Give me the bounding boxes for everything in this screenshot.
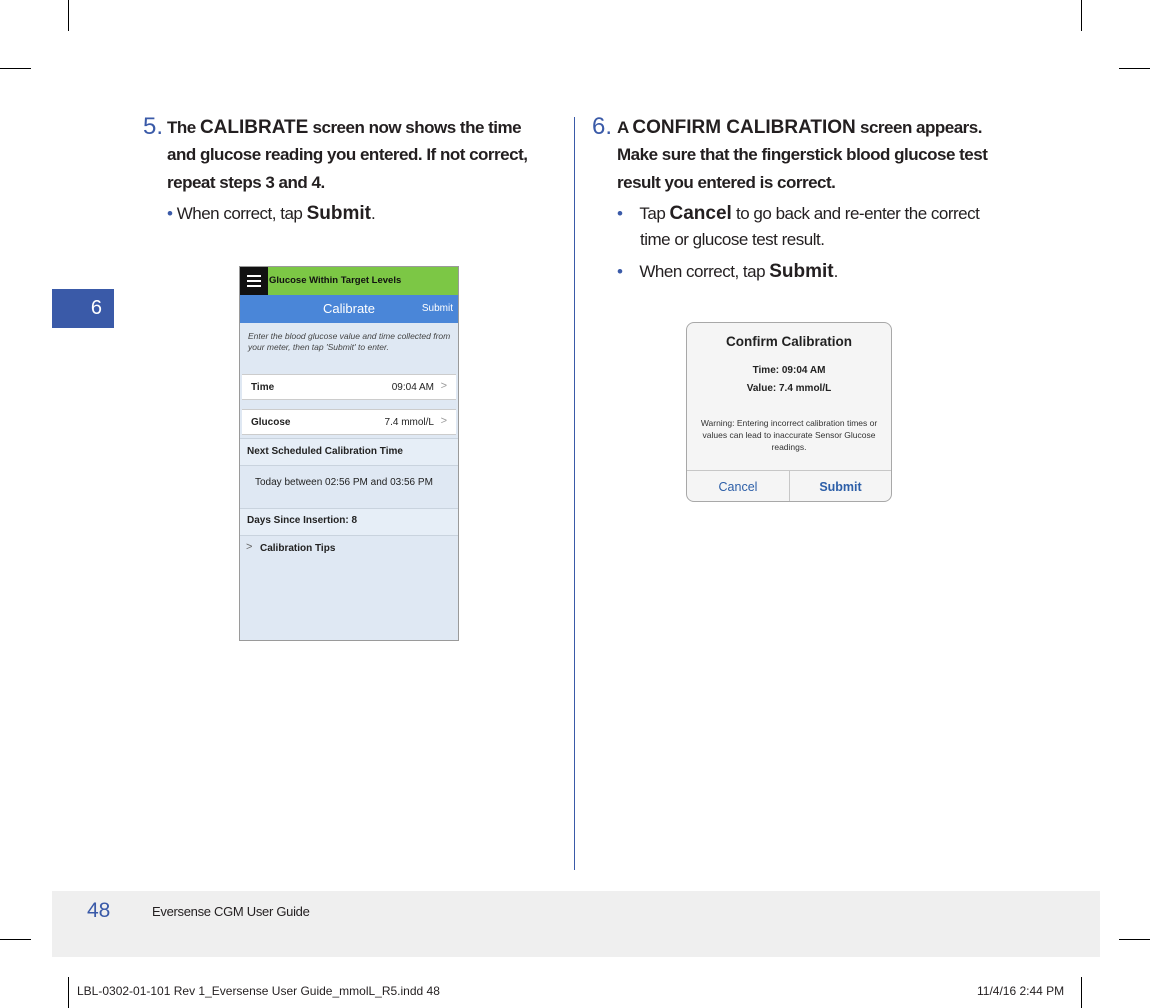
crop-mark — [68, 0, 69, 31]
dialog-warning: Warning: Entering incorrect calibration times or values can lead to inaccurate Sensor Glucose readings. — [700, 418, 878, 452]
submit-button: Submit — [819, 480, 862, 494]
column-divider — [574, 117, 575, 870]
text: . — [833, 262, 838, 281]
step-text-line — [617, 117, 982, 139]
chapter-tab: 6 — [52, 289, 114, 328]
crop-mark — [0, 68, 31, 69]
bullet-icon: • — [617, 262, 623, 281]
chevron-right-icon: > — [440, 380, 447, 392]
bullet-item-continued: time or glucose test result. — [640, 230, 825, 249]
glucose-label: Glucose — [251, 417, 291, 428]
crop-mark — [68, 977, 69, 1008]
dialog-title: Confirm Calibration — [725, 334, 852, 349]
next-calibration-text: Today between 02:56 PM and 03:56 PM — [255, 477, 433, 488]
glucose-value: 7.4 mmol/L — [384, 417, 434, 428]
bullet-item — [167, 203, 375, 225]
calibration-tips: Calibration Tips — [260, 543, 336, 554]
text: A — [617, 118, 633, 137]
cancel-button: Cancel — [718, 480, 758, 494]
step-text-line: result you entered is correct. — [617, 173, 836, 192]
chevron-right-icon: > — [440, 415, 447, 427]
crop-mark — [1119, 939, 1150, 940]
text: screen appears. — [855, 118, 982, 137]
calibrate-screen-image — [239, 266, 459, 641]
nav-submit-button: Submit — [421, 303, 453, 314]
date-slug: 11/4/16 2:44 PM — [977, 984, 1065, 998]
step-number: 6. — [592, 113, 613, 140]
text: The — [167, 118, 200, 137]
bullet-icon: • — [167, 204, 173, 223]
days-since-insertion: Days Since Insertion: 8 — [247, 515, 358, 526]
text: When correct, tap — [639, 262, 770, 281]
dialog-button-bar — [687, 470, 891, 502]
footer-band — [52, 891, 1100, 957]
step-text-line: Make sure that the fingerstick blood glucose test — [617, 145, 988, 164]
text: When correct, tap — [176, 204, 307, 223]
file-slug: LBL-0302-01-101 Rev 1_Eversense User Guide_mmolL_R5.indd 48 — [77, 984, 440, 998]
nav-bar — [240, 295, 458, 323]
glucose-row — [242, 409, 456, 435]
time-label: Time — [251, 382, 275, 393]
crop-mark — [1081, 977, 1082, 1008]
text: Tap — [639, 204, 670, 223]
text: . — [370, 204, 376, 223]
confirm-calibration-dialog-image — [686, 322, 892, 502]
bullet-icon: • — [617, 204, 623, 223]
guide-name: Eversense CGM User Guide — [152, 904, 310, 919]
text: screen now shows the time — [308, 118, 522, 137]
dialog-value: Value: 7.4 mmol/L — [746, 383, 832, 394]
step-text-line: repeat steps 3 and 4. — [167, 173, 325, 192]
time-row — [242, 374, 456, 400]
status-banner-text: Glucose Within Target Levels — [269, 275, 402, 286]
step-text-line — [167, 117, 521, 139]
menu-icon — [240, 267, 268, 295]
step-text-line: and glucose reading you entered. If not correct, — [167, 145, 528, 164]
instructions-text: Enter the blood glucose value and time collected from your meter, then tap 'Submit' to enter. — [248, 331, 451, 352]
ui-term: CALIBRATE — [199, 117, 309, 138]
time-value: 09:04 AM — [391, 382, 434, 393]
ui-term: Cancel — [669, 203, 732, 224]
crop-mark — [0, 939, 31, 940]
ui-term: Submit — [306, 203, 371, 224]
text: to go back and re-enter the correct — [731, 204, 980, 223]
chevron-right-icon: > — [246, 541, 253, 553]
ui-term: CONFIRM CALIBRATION — [632, 117, 856, 138]
step-number: 5. — [143, 113, 164, 140]
page-number: 48 — [87, 899, 111, 922]
dialog-time: Time: 09:04 AM — [752, 365, 826, 376]
crop-mark — [1081, 0, 1082, 31]
crop-mark — [1119, 68, 1150, 69]
next-calibration-header: Next Scheduled Calibration Time — [247, 446, 403, 457]
ui-term: Submit — [769, 261, 834, 282]
bullet-item — [617, 203, 979, 225]
bullet-item — [617, 261, 838, 283]
nav-title: Calibrate — [322, 301, 376, 316]
